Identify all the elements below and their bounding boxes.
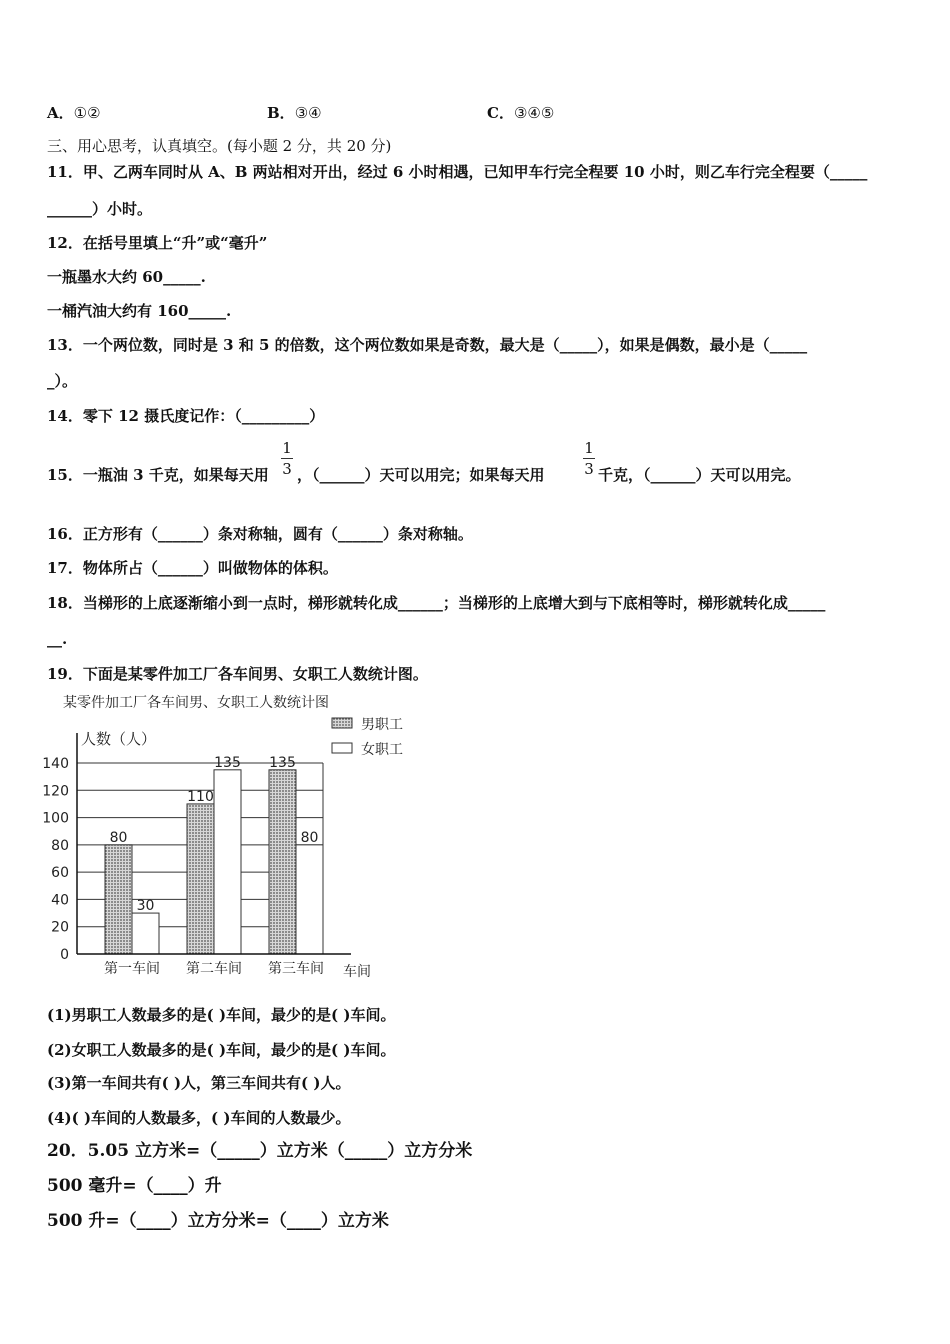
- q16: 16．正方形有（______）条对称轴，圆有（______）条对称轴。: [47, 525, 473, 543]
- q15-fraction-1: 1 3: [282, 439, 292, 478]
- q11-line1: 11．甲、乙两车同时从 A、B 两站相对开出，经过 6 小时相遇，已知甲车行完全程要 10 小时，则乙车行完全程要（_____: [47, 163, 868, 181]
- section-title: 三、用心思考，认真填空。(每小题 2 分，共 20 分): [47, 137, 392, 155]
- bar-male-label: 110: [187, 788, 214, 805]
- bar-chart: [42, 688, 425, 983]
- x-category-label: 第三车间: [268, 961, 324, 977]
- q17: 17．物体所占（______）叫做物体的体积。: [47, 559, 338, 577]
- legend-male-label: 男职工: [361, 717, 403, 733]
- q15-part3: 千克，（______）天可以用完。: [598, 466, 801, 484]
- legend-male-swatch: [332, 718, 352, 728]
- q19-sub2: (2)女职工人数最多的是( )车间，最少的是( )车间。: [47, 1041, 396, 1059]
- q11-line2: ______）小时。: [47, 200, 153, 218]
- q18-line2: __.: [47, 630, 68, 648]
- q12-b: 一桶汽油大约有 160_____.: [47, 302, 232, 320]
- y-tick-label: 100: [42, 810, 69, 827]
- q20-line3: 500 升=（____）立方分米=（____）立方米: [47, 1211, 389, 1231]
- x-category-label: 第二车间: [186, 961, 242, 977]
- q15-part2: ，（______）天可以用完；如果每天用: [297, 466, 545, 484]
- y-tick-label: 140: [42, 756, 69, 772]
- q13-line2: _）。: [47, 372, 78, 390]
- option-b: B．③④: [267, 104, 322, 122]
- q20-line2: 500 毫升=（____）升: [47, 1176, 222, 1196]
- q19-sub4: (4)( )车间的人数最多，( )车间的人数最少。: [47, 1109, 351, 1127]
- option-c: C．③④⑤: [487, 104, 555, 122]
- q15-part1: 15．一瓶油 3 千克，如果每天用: [47, 466, 269, 484]
- bar-male-label: 135: [269, 754, 296, 771]
- bar-male: [269, 770, 296, 954]
- bar-female: [214, 770, 241, 954]
- q18-line1: 18．当梯形的上底逐渐缩小到一点时，梯形就转化成______；当梯形的上底增大到与下底相等时，梯形就转化成_____: [47, 594, 826, 612]
- q12-stem: 12．在括号里填上“升”或“毫升”: [47, 234, 268, 252]
- q20-line1: 20．5.05 立方米=（_____）立方米（_____）立方分米: [47, 1141, 473, 1161]
- bar-male-label: 80: [109, 829, 128, 846]
- bar-female-label: 135: [214, 754, 241, 771]
- y-tick-label: 40: [51, 892, 69, 909]
- x-category-label: 第一车间: [104, 961, 160, 977]
- q12-a: 一瓶墨水大约 60_____.: [47, 268, 206, 286]
- legend-female-label: 女职工: [361, 742, 403, 758]
- q14: 14．零下 12 摄氏度记作：（_________）: [47, 407, 325, 425]
- y-tick-label: 0: [60, 947, 69, 963]
- bar-male: [105, 845, 132, 954]
- q19-sub1: (1)男职工人数最多的是( )车间，最少的是( )车间。: [47, 1006, 396, 1024]
- bar-female: [132, 913, 159, 954]
- q13-line1: 13．一个两位数，同时是 3 和 5 的倍数，这个两位数如果是奇数，最大是（_____），如果是偶数，最小是（_____: [47, 336, 808, 354]
- chart-title: 某零件加工厂各车间男、女职工人数统计图: [63, 695, 329, 711]
- x-axis-label: 车间: [343, 964, 371, 980]
- bar-female-label: 80: [300, 829, 319, 846]
- bar-female: [296, 845, 323, 954]
- y-tick-label: 20: [51, 919, 69, 936]
- q19-stem: 19．下面是某零件加工厂各车间男、女职工人数统计图。: [47, 665, 428, 683]
- chart-ylabel: 人数（人）: [81, 730, 157, 748]
- legend-female-swatch: [332, 743, 352, 753]
- bar-male: [187, 804, 214, 954]
- q15-fraction-2: 1 3: [584, 439, 594, 478]
- y-tick-label: 60: [51, 865, 69, 882]
- bar-female-label: 30: [136, 898, 155, 915]
- option-a: A．①②: [47, 104, 101, 122]
- q19-sub3: (3)第一车间共有( )人，第三车间共有( )人。: [47, 1074, 351, 1092]
- y-tick-label: 80: [51, 837, 69, 854]
- y-tick-label: 120: [42, 783, 69, 800]
